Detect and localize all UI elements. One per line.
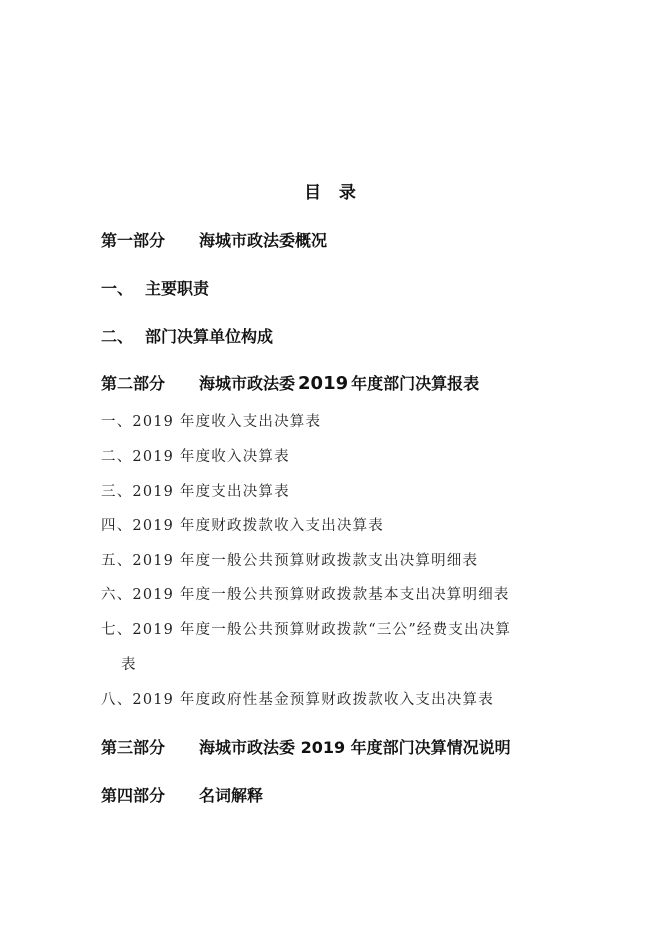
report-item-7: 七、2019 年度一般公共预算财政拨款“三公”经费支出决算: [101, 622, 512, 638]
part1-item-1-number: 一、: [101, 279, 134, 298]
part1-title: 海城市政法委概况: [199, 231, 328, 250]
report-item-1: 一、2019 年度收入支出决算表: [101, 414, 322, 430]
report-item-3: 三、2019 年度支出决算表: [101, 484, 290, 500]
part1-item-1-text: 主要职责: [145, 279, 210, 298]
part2-title-post: 年度部门决算报表: [351, 374, 480, 393]
report-item-2: 二、2019 年度收入决算表: [101, 449, 290, 465]
report-item-5: 五、2019 年度一般公共预算财政拨款支出决算明细表: [101, 553, 479, 569]
part3-label: 第三部分: [101, 738, 166, 757]
part1-item-2-number: 二、: [101, 327, 134, 346]
report-item-7-continued: 表: [121, 657, 137, 673]
part4-label: 第四部分: [101, 786, 166, 805]
part4-heading: [101, 783, 263, 806]
report-item-4: 四、2019 年度财政拨款收入支出决算表: [101, 518, 385, 534]
part1-item-2-text: 部门决算单位构成: [145, 327, 274, 346]
part1-heading: [101, 228, 327, 251]
part1-item-1: [101, 276, 209, 299]
report-item-8: 八、2019 年度政府性基金预算财政拨款收入支出决算表: [101, 692, 494, 708]
report-item-6: 六、2019 年度一般公共预算财政拨款基本支出决算明细表: [101, 587, 510, 603]
part1-label: 第一部分: [101, 231, 166, 250]
part1-item-2: [101, 324, 273, 347]
toc-title: 目 录: [304, 183, 358, 203]
part2-title-pre: 海城市政法委: [199, 374, 296, 393]
part2-title-year: 2019: [298, 373, 349, 394]
part3-heading: [101, 735, 511, 758]
part2-heading: [101, 371, 479, 394]
part4-title: 名词解释: [199, 786, 264, 805]
part2-label: 第二部分: [101, 374, 166, 393]
part3-title: 海城市政法委 2019 年度部门决算情况说明: [199, 738, 511, 757]
